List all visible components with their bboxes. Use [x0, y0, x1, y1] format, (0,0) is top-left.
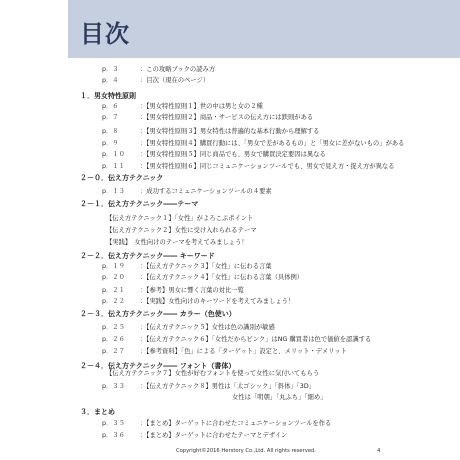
- toc-entry: [102, 274, 303, 282]
- page-number: 4: [377, 448, 381, 454]
- toc-entry: [102, 263, 272, 271]
- entry-text: ：【男女特性原則３】男女特性は普遍的な基本行動から理解する: [140, 128, 320, 135]
- section-label: ２－３．伝え方テクニック―― カラー（色使い）: [80, 310, 236, 318]
- section-label: ２－１．伝え方テクニック――テーマ: [80, 200, 199, 208]
- toc-section-heading: [80, 408, 115, 417]
- toc-entry: [102, 348, 347, 356]
- page-ref: p．１１: [102, 163, 125, 170]
- toc-entry: [102, 151, 326, 159]
- section-label: ２－４．伝え方テクニック―― フォント（書体）: [80, 362, 236, 370]
- toc-section-heading: [80, 200, 198, 209]
- toc-entry-continuation: [232, 394, 326, 402]
- toc-entry: [102, 420, 331, 428]
- entry-text: ：【男女特性原則５】同じ商品でも、男女で購買決定要因は異なる: [140, 151, 326, 158]
- page-ref: p．３６: [102, 432, 125, 439]
- entry-text: 【伝え方テクニック１】「女性」がよろこぶポイント: [106, 215, 254, 222]
- page-ref: p．２７: [102, 348, 125, 355]
- page-ref: p．６: [102, 103, 119, 110]
- toc-entry: [102, 188, 272, 196]
- entry-text: 【実践】 女性向けのテーマを考えてみましょう！: [106, 239, 248, 246]
- entry-text: ：成功するコミュニケーションツールの４要素: [140, 188, 272, 195]
- toc-entry: [102, 324, 275, 332]
- toc-entry: [102, 66, 215, 74]
- entry-text: ：【伝え方テクニック８】男性は「太ゴシック」「斜体」「3D」: [140, 383, 315, 390]
- entry-text: ：【男女特性原則６】同じコミュニケーションツールでも、男女で見え方・捉え方が異なる: [140, 163, 395, 170]
- entry-text: ：【伝え方テクニック４】「女性」に伝わる言葉（具体例）: [140, 274, 304, 281]
- section-label: ２－２．伝え方テクニック―― キーワード: [80, 252, 215, 260]
- page-ref: p．３３: [102, 383, 125, 390]
- toc-section-heading: [80, 310, 236, 319]
- page-ref: p．２０: [102, 274, 125, 281]
- toc-entry: [102, 383, 315, 391]
- toc-section-heading: [80, 252, 215, 261]
- entry-text: ：【まとめ】ターゲットに合わせたコミュニケーションツールを作る: [140, 420, 332, 427]
- page-ref: p．２５: [102, 324, 125, 331]
- page-ref: p．４: [102, 77, 119, 84]
- entry-text: ：【男女特性原則１】世の中は男と女の２種: [140, 103, 263, 110]
- page-ref: p．３: [102, 66, 119, 73]
- page-ref: p．７: [102, 114, 119, 121]
- toc-entry: [102, 432, 287, 440]
- entry-text: ：【伝え方テクニック３】「女性」に伝わる言葉: [140, 263, 272, 270]
- page-ref: p．１３: [102, 188, 125, 195]
- entry-text: 女性は「明朝」「丸ふち」「細め」: [232, 394, 327, 401]
- entry-text: ：この攻略ブックの読み方: [140, 66, 216, 73]
- toc-entry: [102, 103, 263, 111]
- toc-entry: [102, 77, 209, 85]
- toc-entry: [102, 140, 404, 148]
- toc-section-heading: [80, 174, 163, 183]
- toc-entry: [102, 336, 371, 344]
- section-label: １．男女特性原則: [80, 92, 136, 100]
- toc-entry: [102, 128, 319, 136]
- page-ref: p．８: [102, 128, 119, 135]
- entry-text: ：【参考】男女に響く言葉の対比一覧: [140, 287, 244, 294]
- toc-entry: [102, 163, 395, 171]
- entry-text: ：【男女特性原則２】商品・サービスの伝え方には鉄則がある: [140, 114, 314, 121]
- page-ref: p．１０: [102, 151, 125, 158]
- toc-entry: [106, 215, 253, 223]
- page-ref: p．１９: [102, 263, 125, 270]
- toc-section-heading: [80, 92, 136, 101]
- toc-entry: [106, 227, 257, 235]
- page-ref: p．２２: [102, 298, 125, 305]
- copyright-text: Copyright©2016 Herstory Co.,Ltd. All rights reserved.: [176, 448, 316, 454]
- entry-text: ：【男女特性原則４】購買行動には、「男女で差があるもの」と「男女に差がないもの」がある: [140, 140, 405, 147]
- entry-text: ：目次（現在のページ）: [140, 77, 210, 84]
- toc-entry: [102, 287, 244, 295]
- page-title: 目次: [80, 20, 130, 48]
- entry-text: ：【伝え方テクニック６】「女性だからピンク」はNG 購買者は色で価値を認識する: [140, 336, 372, 343]
- title-banner: [68, 0, 460, 58]
- entry-text: 【伝え方テクニック７】女性が好むフォントを使って女性に気付いてもらう: [106, 370, 320, 377]
- page-ref: p．２６: [102, 336, 125, 343]
- toc-entry: [102, 298, 294, 306]
- toc-entry: [106, 239, 248, 247]
- entry-text: ：【まとめ】ターゲットに合わせたテーマとデザイン: [140, 432, 288, 439]
- toc-entry: [106, 370, 319, 378]
- toc-entry: [102, 114, 313, 122]
- page-ref: p．３５: [102, 420, 125, 427]
- entry-text: 【伝え方テクニック２】女性に受け入れられるテーマ: [106, 227, 257, 234]
- entry-text: ：【参考資料】「色」による「ターゲット」設定と、メリット・デメリット: [140, 348, 347, 355]
- section-label: ３．まとめ: [80, 408, 115, 416]
- entry-text: ：【伝え方テクニック５】女性は色の識別が敏感: [140, 324, 275, 331]
- page-ref: p．２１: [102, 287, 125, 294]
- page-ref: p．９: [102, 140, 119, 147]
- section-label: ２－０．伝え方テクニック: [80, 174, 164, 182]
- entry-text: ：【実践】女性向けのキーワードを考えてみましょう！: [140, 298, 295, 305]
